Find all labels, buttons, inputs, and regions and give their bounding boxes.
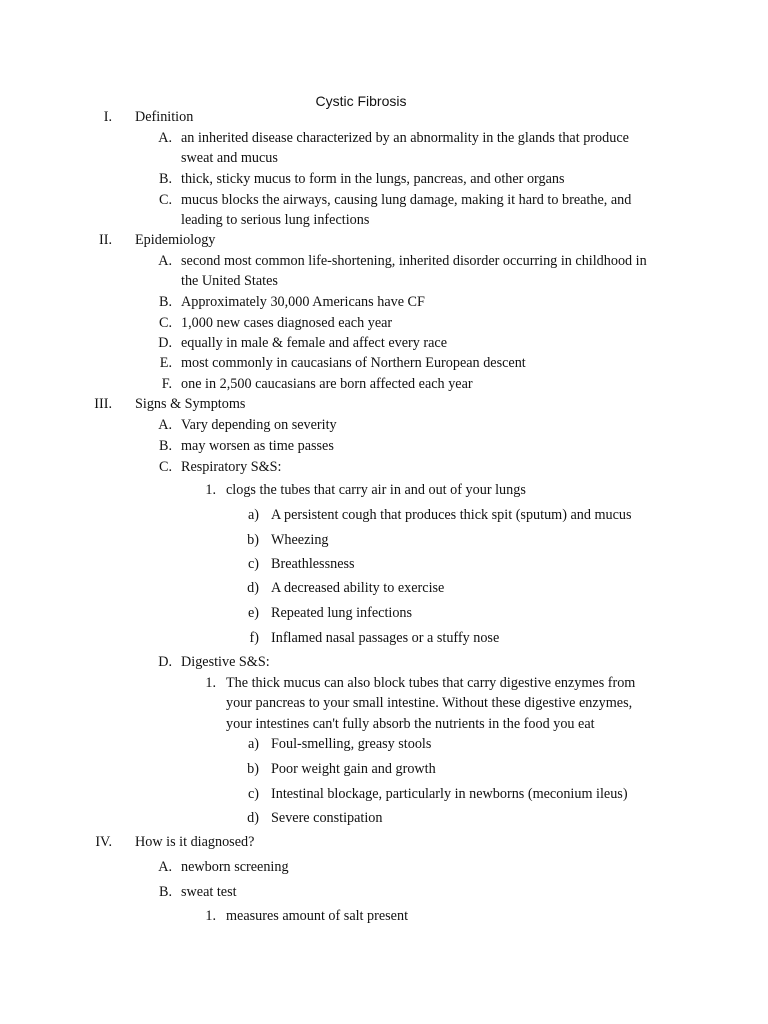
outline-marker: c) (247, 786, 259, 802)
outline-text: Epidemiology (135, 232, 216, 248)
outline-text: may worsen as time passes (181, 438, 334, 454)
outline-text: A persistent cough that produces thick spit (sputum) and mucus (271, 507, 632, 523)
outline-marker: F. (161, 376, 172, 392)
outline-text: Approximately 30,000 Americans have CF (181, 294, 425, 310)
outline-marker: B. (158, 171, 172, 187)
outline-text: an inherited disease characterized by an abnormality in the glands that produce (181, 130, 629, 146)
outline-marker: A. (158, 130, 172, 146)
outline-text: Vary depending on severity (181, 417, 337, 433)
outline-text: Severe constipation (271, 810, 383, 826)
outline-text: measures amount of salt present (226, 908, 409, 924)
outline-marker: B. (158, 438, 172, 454)
outline-marker: C. (158, 459, 172, 475)
outline-marker: a) (247, 736, 259, 752)
outline-text: Foul-smelling, greasy stools (271, 736, 432, 752)
outline-marker: D. (158, 654, 172, 670)
outline-text: one in 2,500 caucasians are born affected each year (181, 376, 473, 392)
outline-text: thick, sticky mucus to form in the lungs, pancreas, and other organs (181, 171, 565, 187)
outline-marker: a) (247, 507, 259, 523)
outline-text: second most common life-shortening, inherited disorder occurring in childhood in (181, 253, 647, 269)
outline-marker: I. (103, 109, 112, 125)
outline-marker: III. (94, 396, 112, 412)
outline-marker: f) (249, 630, 259, 646)
outline-text: sweat test (181, 884, 237, 900)
outline-marker: B. (158, 294, 172, 310)
outline-text: A decreased ability to exercise (271, 580, 445, 596)
outline-text: your intestines can't fully absorb the nutrients in the food you eat (226, 716, 595, 732)
outline-text: Repeated lung infections (271, 605, 413, 621)
outline-marker: A. (158, 417, 172, 433)
outline-marker: e) (247, 605, 259, 621)
outline-text: Intestinal blockage, particularly in newborns (meconium ileus) (271, 786, 628, 802)
outline-text: the United States (181, 273, 278, 289)
outline-marker: d) (247, 810, 259, 826)
outline-text: newborn screening (181, 859, 289, 875)
outline-marker: E. (159, 355, 172, 371)
outline-text: your pancreas to your small intestine. Without these digestive enzymes, (226, 695, 633, 711)
outline-text: leading to serious lung infections (181, 212, 370, 228)
outline-marker: b) (247, 761, 259, 777)
outline-text: Digestive S&S: (181, 654, 270, 670)
outline-text: Inflamed nasal passages or a stuffy nose (271, 630, 500, 646)
outline-marker: A. (158, 253, 172, 269)
outline-marker: D. (158, 335, 172, 351)
outline-marker: IV. (95, 834, 112, 850)
outline-text: Breathlessness (271, 556, 355, 572)
outline-marker: C. (158, 315, 172, 331)
outline-marker: b) (247, 532, 259, 548)
outline-marker: II. (99, 232, 112, 248)
outline-marker: 1. (205, 482, 216, 498)
outline-marker: 1. (205, 675, 216, 691)
outline-marker: 1. (205, 908, 216, 924)
document-title: Cystic Fibrosis (315, 93, 407, 109)
outline-text: sweat and mucus (181, 150, 278, 166)
outline-text: Signs & Symptoms (135, 396, 246, 412)
outline-text: most commonly in caucasians of Northern European descent (181, 355, 526, 371)
outline-text: mucus blocks the airways, causing lung damage, making it hard to breathe, and (181, 192, 632, 208)
outline-text: Wheezing (271, 532, 329, 548)
outline-marker: B. (158, 884, 172, 900)
outline-text: Definition (135, 109, 194, 125)
outline-text: How is it diagnosed? (135, 834, 255, 850)
outline-text: Poor weight gain and growth (271, 761, 436, 777)
outline-marker: A. (158, 859, 172, 875)
outline-text: 1,000 new cases diagnosed each year (181, 315, 393, 331)
outline-marker: c) (247, 556, 259, 572)
outline-text: The thick mucus can also block tubes that carry digestive enzymes from (226, 675, 636, 691)
outline-marker: C. (158, 192, 172, 208)
outline-text: equally in male & female and affect every race (181, 335, 448, 351)
outline-text: clogs the tubes that carry air in and out of your lungs (226, 482, 526, 498)
outline-text: Respiratory S&S: (181, 459, 282, 475)
outline-marker: d) (247, 580, 259, 596)
